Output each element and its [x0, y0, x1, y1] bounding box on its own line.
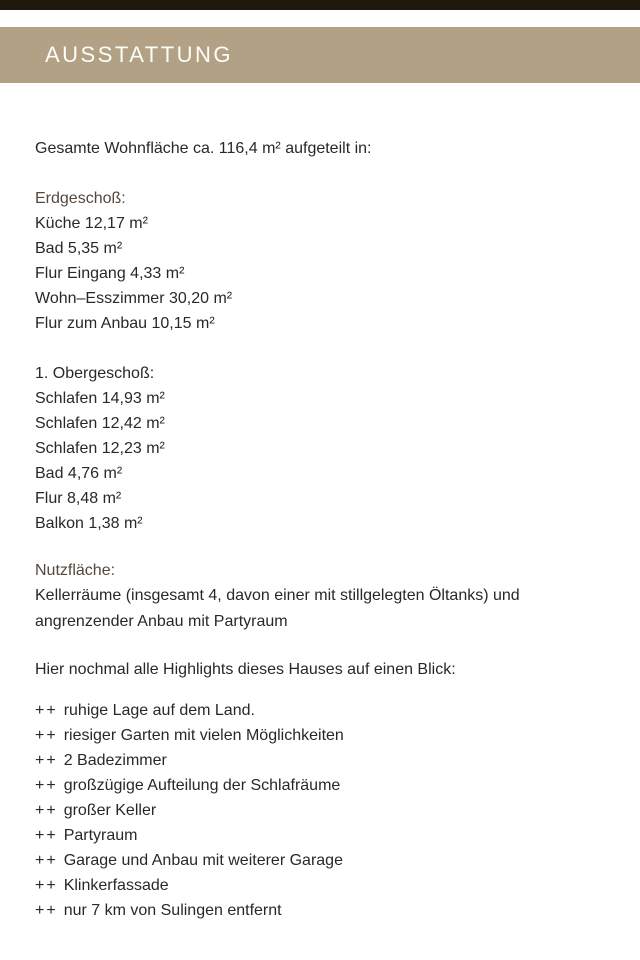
highlight-item — [35, 873, 605, 898]
highlights-intro: Hier nochmal alle Highlights dieses Hauses auf einen Blick: — [35, 661, 456, 678]
highlight-text: ruhige Lage auf dem Land. — [63, 702, 255, 719]
highlight-text: Klinkerfassade — [63, 877, 169, 894]
room-line: Schlafen 12,23 m² — [35, 440, 165, 457]
highlight-item — [35, 698, 605, 723]
room-line: Flur zum Anbau 10,15 m² — [35, 315, 215, 332]
highlight-text: 2 Badezimmer — [63, 752, 167, 769]
room-line: Wohn–Esszimmer 30,20 m² — [35, 290, 233, 307]
plus-plus-bullet: ++ — [35, 877, 58, 894]
ground-floor-heading: Erdgeschoß: — [35, 190, 126, 207]
content-area — [0, 83, 640, 923]
highlight-item — [35, 773, 605, 798]
total-area-intro: Gesamte Wohnfläche ca. 116,4 m² aufgeteilt in: — [35, 140, 372, 157]
room-line: Flur Eingang 4,33 m² — [35, 265, 185, 282]
usable-area-heading: Nutzfläche: — [35, 562, 116, 579]
highlight-item — [35, 848, 605, 873]
top-dark-bar — [0, 0, 640, 10]
room-line: Balkon 1,38 m² — [35, 515, 143, 532]
highlight-item — [35, 823, 605, 848]
highlight-text: großzügige Aufteilung der Schlafräume — [63, 777, 341, 794]
usable-area-section — [35, 558, 605, 635]
highlight-text: nur 7 km von Sulingen entfernt — [63, 902, 282, 919]
plus-plus-bullet: ++ — [35, 777, 58, 794]
upper-floor-heading: 1. Obergeschoß: — [35, 365, 155, 382]
highlight-item — [35, 723, 605, 748]
highlight-text: Garage und Anbau mit weiterer Garage — [63, 852, 343, 869]
room-line: Flur 8,48 m² — [35, 490, 122, 507]
room-line: Küche 12,17 m² — [35, 215, 148, 232]
upper-floor-section — [35, 361, 605, 536]
plus-plus-bullet: ++ — [35, 802, 58, 819]
highlight-item — [35, 748, 605, 773]
room-line: Schlafen 14,93 m² — [35, 390, 165, 407]
plus-plus-bullet: ++ — [35, 852, 58, 869]
highlight-text: riesiger Garten mit vielen Möglichkeiten — [63, 727, 344, 744]
highlights-list — [35, 698, 605, 923]
highlight-item — [35, 798, 605, 823]
highlight-item — [35, 898, 605, 923]
room-line: Bad 4,76 m² — [35, 465, 123, 482]
room-line: Schlafen 12,42 m² — [35, 415, 165, 432]
room-line: Bad 5,35 m² — [35, 240, 123, 257]
plus-plus-bullet: ++ — [35, 827, 58, 844]
plus-plus-bullet: ++ — [35, 727, 58, 744]
page-title: AUSSTATTUNG — [45, 42, 234, 67]
ground-floor-section — [35, 186, 605, 336]
highlight-text: Partyraum — [63, 827, 138, 844]
usable-area-text: Kellerräume (insgesamt 4, davon einer mit stillgelegten Öltanks) und angrenzender Anbau mit Partyraum — [35, 587, 520, 630]
plus-plus-bullet: ++ — [35, 902, 58, 919]
plus-plus-bullet: ++ — [35, 752, 58, 769]
section-banner — [0, 27, 640, 83]
highlight-text: großer Keller — [63, 802, 157, 819]
plus-plus-bullet: ++ — [35, 702, 58, 719]
